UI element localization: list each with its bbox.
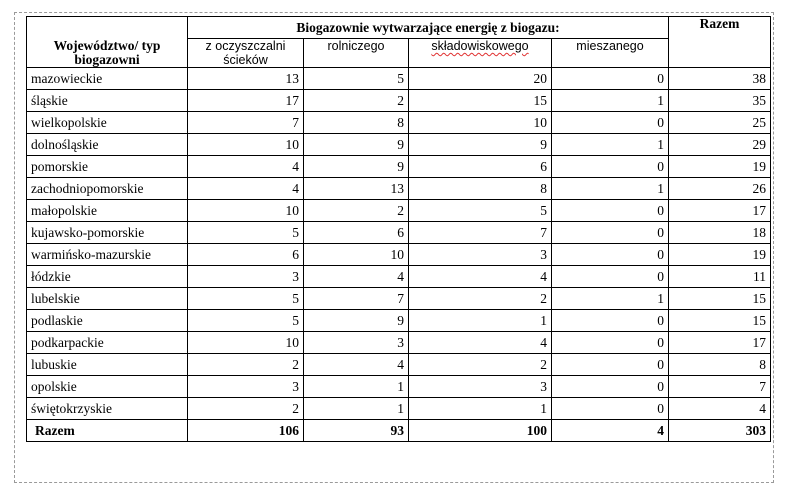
value-cell: 3 bbox=[409, 244, 552, 266]
table-row bbox=[27, 156, 771, 178]
region-name: małopolskie bbox=[27, 200, 188, 222]
value-cell: 1 bbox=[552, 134, 669, 156]
row-total-cell: 26 bbox=[669, 178, 771, 200]
region-name: mazowieckie bbox=[27, 68, 188, 90]
total-header: Razem bbox=[669, 17, 771, 68]
subcolumn-header: rolniczego bbox=[304, 39, 409, 68]
value-cell: 0 bbox=[552, 112, 669, 134]
region-name: świętokrzyskie bbox=[27, 398, 188, 420]
value-cell: 4 bbox=[304, 354, 409, 376]
subcolumn-header bbox=[409, 39, 552, 68]
table-row bbox=[27, 288, 771, 310]
value-cell: 6 bbox=[409, 156, 552, 178]
table-row bbox=[27, 332, 771, 354]
value-cell: 0 bbox=[552, 200, 669, 222]
row-total-cell: 29 bbox=[669, 134, 771, 156]
row-total-cell: 4 bbox=[669, 398, 771, 420]
value-cell: 1 bbox=[552, 288, 669, 310]
value-cell: 10 bbox=[304, 244, 409, 266]
value-cell: 0 bbox=[552, 222, 669, 244]
value-cell: 5 bbox=[188, 288, 304, 310]
region-name: podlaskie bbox=[27, 310, 188, 332]
value-cell: 10 bbox=[188, 134, 304, 156]
value-cell: 3 bbox=[188, 376, 304, 398]
value-cell: 5 bbox=[304, 68, 409, 90]
value-cell: 93 bbox=[304, 420, 409, 442]
row-total-cell: 19 bbox=[669, 244, 771, 266]
table-body bbox=[27, 68, 771, 442]
value-cell: 13 bbox=[304, 178, 409, 200]
table-row bbox=[27, 178, 771, 200]
row-total-cell: 35 bbox=[669, 90, 771, 112]
value-cell: 5 bbox=[188, 222, 304, 244]
region-name: lubuskie bbox=[27, 354, 188, 376]
subcolumn-header: mieszanego bbox=[552, 39, 669, 68]
value-cell: 0 bbox=[552, 310, 669, 332]
table-row bbox=[27, 90, 771, 112]
value-cell: 0 bbox=[552, 156, 669, 178]
value-cell: 106 bbox=[188, 420, 304, 442]
row-total-cell: 18 bbox=[669, 222, 771, 244]
table-row bbox=[27, 134, 771, 156]
table-row bbox=[27, 112, 771, 134]
value-cell: 20 bbox=[409, 68, 552, 90]
table-row bbox=[27, 376, 771, 398]
value-cell: 1 bbox=[552, 90, 669, 112]
value-cell: 0 bbox=[552, 332, 669, 354]
value-cell: 4 bbox=[304, 266, 409, 288]
value-cell: 1 bbox=[409, 310, 552, 332]
value-cell: 8 bbox=[409, 178, 552, 200]
header-row bbox=[27, 17, 771, 39]
row-total-cell: 17 bbox=[669, 332, 771, 354]
row-total-cell: 25 bbox=[669, 112, 771, 134]
value-cell: 1 bbox=[409, 398, 552, 420]
value-cell: 9 bbox=[304, 310, 409, 332]
region-name: pomorskie bbox=[27, 156, 188, 178]
value-cell: 17 bbox=[188, 90, 304, 112]
row-total-cell: 15 bbox=[669, 310, 771, 332]
region-name: dolnośląskie bbox=[27, 134, 188, 156]
value-cell: 10 bbox=[409, 112, 552, 134]
region-name: wielkopolskie bbox=[27, 112, 188, 134]
table-row bbox=[27, 68, 771, 90]
total-row bbox=[27, 420, 771, 442]
value-cell: 7 bbox=[409, 222, 552, 244]
row-total-cell: 7 bbox=[669, 376, 771, 398]
region-header-label: Województwo/ typ biogazowni bbox=[53, 38, 161, 67]
row-total-cell: 303 bbox=[669, 420, 771, 442]
value-cell: 5 bbox=[409, 200, 552, 222]
value-cell: 9 bbox=[409, 134, 552, 156]
subcolumn-header: z oczyszczalni ścieków bbox=[188, 39, 304, 68]
row-total-cell: 11 bbox=[669, 266, 771, 288]
spellcheck-word: składowiskowego bbox=[431, 39, 529, 53]
value-cell: 2 bbox=[304, 90, 409, 112]
row-total-cell: 15 bbox=[669, 288, 771, 310]
value-cell: 10 bbox=[188, 332, 304, 354]
table-row bbox=[27, 266, 771, 288]
value-cell: 1 bbox=[304, 398, 409, 420]
table-row bbox=[27, 244, 771, 266]
value-cell: 9 bbox=[304, 156, 409, 178]
value-cell: 4 bbox=[552, 420, 669, 442]
value-cell: 6 bbox=[188, 244, 304, 266]
value-cell: 2 bbox=[409, 354, 552, 376]
value-cell: 1 bbox=[304, 376, 409, 398]
value-cell: 3 bbox=[409, 376, 552, 398]
region-name: warmińsko-mazurskie bbox=[27, 244, 188, 266]
region-header bbox=[27, 17, 188, 68]
value-cell: 6 bbox=[304, 222, 409, 244]
value-cell: 3 bbox=[304, 332, 409, 354]
row-total-cell: 8 bbox=[669, 354, 771, 376]
value-cell: 7 bbox=[304, 288, 409, 310]
row-total-cell: 19 bbox=[669, 156, 771, 178]
group-header: Biogazownie wytwarzające energię z biogazu: bbox=[188, 17, 669, 39]
region-name: łódzkie bbox=[27, 266, 188, 288]
row-total-cell: 17 bbox=[669, 200, 771, 222]
value-cell: 100 bbox=[409, 420, 552, 442]
region-name: śląskie bbox=[27, 90, 188, 112]
value-cell: 2 bbox=[409, 288, 552, 310]
table-row bbox=[27, 222, 771, 244]
table-row bbox=[27, 398, 771, 420]
value-cell: 8 bbox=[304, 112, 409, 134]
biogas-table bbox=[26, 16, 771, 442]
region-name: zachodniopomorskie bbox=[27, 178, 188, 200]
value-cell: 2 bbox=[188, 354, 304, 376]
value-cell: 5 bbox=[188, 310, 304, 332]
value-cell: 15 bbox=[409, 90, 552, 112]
value-cell: 13 bbox=[188, 68, 304, 90]
value-cell: 0 bbox=[552, 376, 669, 398]
total-row-label: Razem bbox=[27, 420, 188, 442]
value-cell: 10 bbox=[188, 200, 304, 222]
value-cell: 4 bbox=[409, 266, 552, 288]
value-cell: 0 bbox=[552, 244, 669, 266]
region-name: opolskie bbox=[27, 376, 188, 398]
row-total-cell: 38 bbox=[669, 68, 771, 90]
value-cell: 7 bbox=[188, 112, 304, 134]
table-row bbox=[27, 200, 771, 222]
region-name: lubelskie bbox=[27, 288, 188, 310]
value-cell: 1 bbox=[552, 178, 669, 200]
value-cell: 0 bbox=[552, 354, 669, 376]
table-row bbox=[27, 310, 771, 332]
value-cell: 3 bbox=[188, 266, 304, 288]
value-cell: 9 bbox=[304, 134, 409, 156]
value-cell: 2 bbox=[188, 398, 304, 420]
value-cell: 4 bbox=[188, 156, 304, 178]
region-name: podkarpackie bbox=[27, 332, 188, 354]
value-cell: 2 bbox=[304, 200, 409, 222]
value-cell: 0 bbox=[552, 266, 669, 288]
value-cell: 4 bbox=[409, 332, 552, 354]
value-cell: 4 bbox=[188, 178, 304, 200]
region-name: kujawsko-pomorskie bbox=[27, 222, 188, 244]
table-row bbox=[27, 354, 771, 376]
value-cell: 0 bbox=[552, 398, 669, 420]
value-cell: 0 bbox=[552, 68, 669, 90]
